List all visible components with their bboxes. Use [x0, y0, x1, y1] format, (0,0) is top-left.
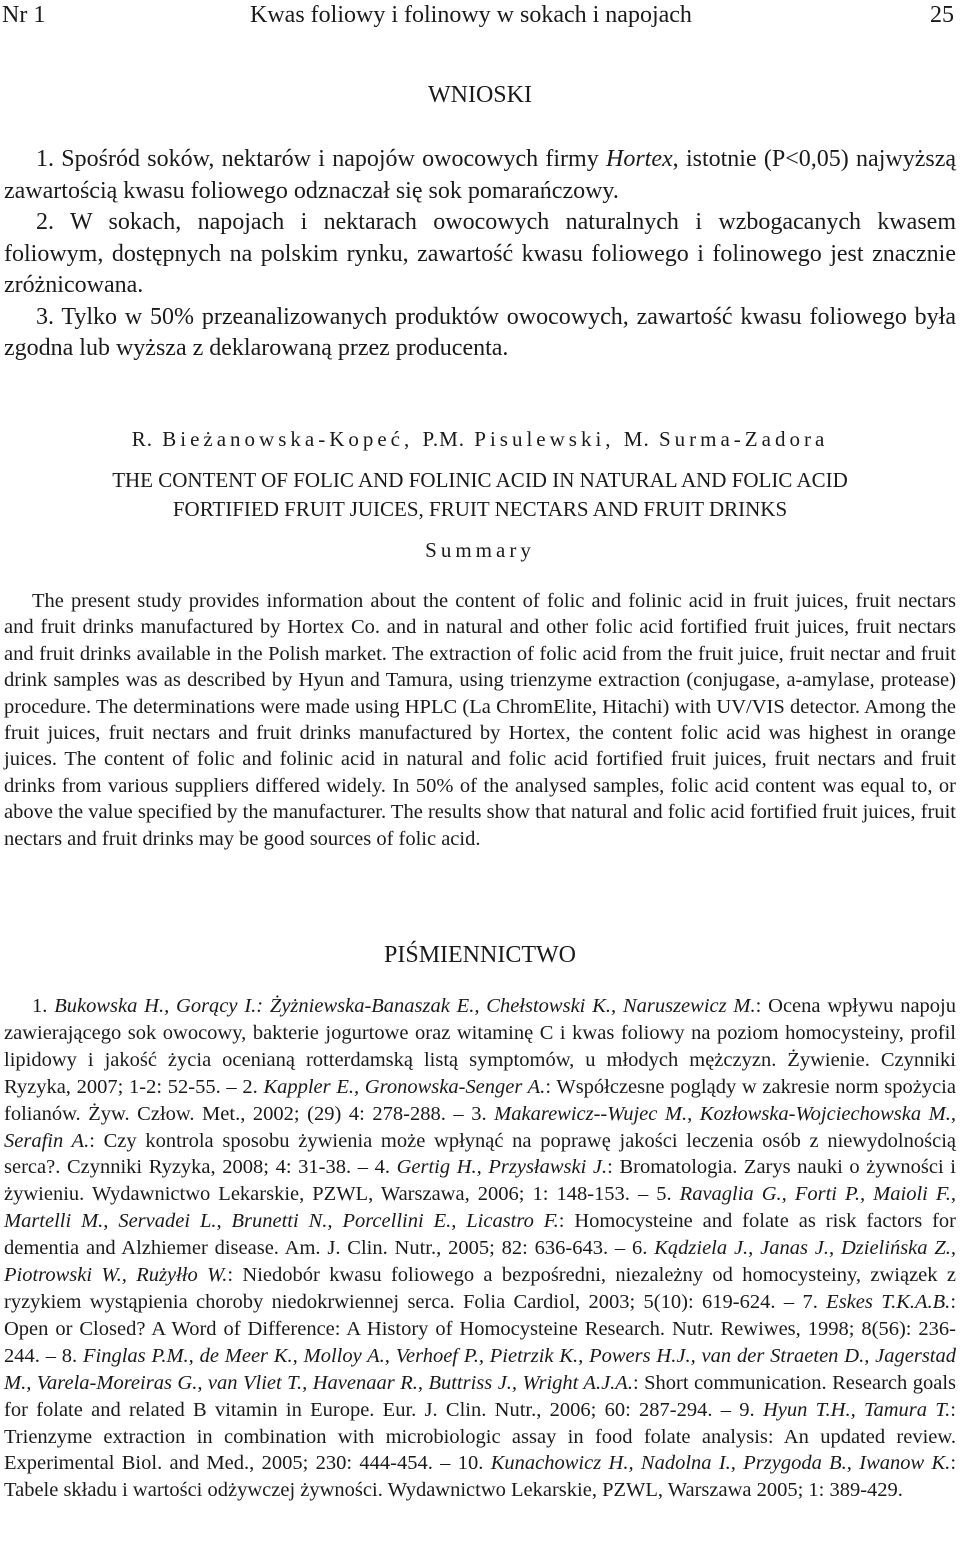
- references-heading: PIŚMIENNICTWO: [384, 942, 576, 968]
- reference-5-authors: Ravaglia G., Forti P., Maioli F., Martelli M., Servadei L., Brunetti N., Porcellini E., Licastro F.: [4, 1183, 957, 1233]
- running-title: Kwas foliowy i folinowy w sokach i napojach: [250, 2, 692, 28]
- conclusion-1-end: , istotnie (P<0,05) najwyższą zawartością kwasu foliowego odznaczał się sok pomarańczowy.: [4, 146, 956, 204]
- reference-10-number: 10.: [457, 1452, 491, 1475]
- reference-10-details: : Tabele składu i wartości odżywczej żywności. Wydawnictwo Lekarskie, PZWL, Warszawa 2005; 1: 389-429.: [4, 1452, 957, 1502]
- author-3-name: Surma-Zadora: [658, 427, 829, 451]
- reference-7-number: 7.: [802, 1290, 827, 1313]
- author-1-name: Bieżanowska-Kopeć,: [162, 427, 414, 451]
- reference-1-number: 1.: [32, 995, 55, 1017]
- author-2-initials: P.M.: [422, 427, 466, 451]
- reference-2-authors: Kappler E., Gronowska-Senger A.: [263, 1075, 546, 1098]
- conclusion-1-start: 1. Spośród soków, nektarów i napojów owocowych firmy: [36, 146, 606, 172]
- english-title-line-1: THE CONTENT OF FOLIC AND FOLINIC ACID IN NATURAL AND FOLIC ACID: [112, 468, 848, 492]
- reference-6-authors: Kądziela J., Janas J., Dzielińska Z., Piotrowski W., Rużyłło W.: [4, 1237, 957, 1287]
- reference-3-authors: Makarewicz--Wujec M., Kozłowska-Wojciechowska M., Serafin A.: [4, 1102, 957, 1152]
- english-title: [0, 466, 960, 524]
- running-header: [0, 0, 960, 30]
- reference-4-authors: Gertig H., Przysławski J.: [396, 1156, 608, 1179]
- reference-10-authors: Kunachowicz H., Nadolna I., Przygoda B., Iwanow K.: [490, 1452, 951, 1475]
- conclusions-heading: WNIOSKI: [428, 82, 532, 108]
- page-number: 25: [930, 2, 954, 28]
- reference-4-details: : Bromatologia. Zarys nauki o żywności i żywieniu. Wydawnictwo Lekarskie, PZWL, Warszawa, 2006; 1: 148-153. –: [4, 1156, 956, 1206]
- issue-number: Nr 1: [2, 2, 46, 28]
- reference-9-authors: Hyun T.H., Tamura T.: [762, 1398, 951, 1421]
- summary-heading: Summary: [425, 538, 535, 562]
- conclusion-item-3: 3. Tylko w 50% przeanalizowanych produktów owocowych, zawartość kwasu foliowego była zgodna lub wyższa z deklarowaną przez producenta.: [4, 303, 956, 361]
- reference-9-number: 9.: [739, 1398, 763, 1421]
- reference-6-details: : Niedobór kwasu foliowego a bezpośredni, niezależny od homocysteiny, związek z ryzykiem wystąpienia choroby niedokrwiennej serca. Folia Cardiol, 2003; 5(10): 619-624. –: [4, 1264, 956, 1313]
- reference-7-authors: Eskes T.K.A.B.: [826, 1290, 951, 1313]
- english-authors: [0, 425, 960, 453]
- author-2-name: Pisulewski,: [474, 427, 615, 451]
- reference-5-number: 5.: [656, 1183, 680, 1206]
- reference-8-authors: Finglas P.M., de Meer K., Molloy A., Verhoef P., Pietrzik K., Powers H.J., van der Straeten D., Jagerstad M., Varela-Moreiras G., van Vliet T., Havenaar R., Buttriss J., Wright A.J.A.: [4, 1344, 956, 1394]
- reference-8-details: : Short communication. Research goals for folate and related B vitamin in Europe. Eur. J. Clin. Nutr., 2006; 60: 287-294. –: [4, 1371, 956, 1421]
- reference-1-authors: Bukowska H., Gorący I.: Żyżniewska-Banaszak E., Chełstowski K., Naruszewicz M.: [54, 995, 756, 1017]
- reference-1-details: : Ocena wpływu napoju zawierającego sok owocowy, bakterie jogurtowe oraz witaminę C i kwas foliowy na poziom homocysteiny, profil lipidowy i jakość życia ocenianą rotterdamską listą symptomów, u młodych mężczyzn. Żywienie. Czynniki Ryzyka, 2007; 1-2: 52-55. –: [4, 995, 956, 1098]
- references-list: [4, 993, 956, 1504]
- reference-4-number: 4.: [374, 1156, 397, 1179]
- reference-5-details: : Homocysteine and folate as risk factors for dementia and Alzhiemer disease. Am. J. Clin. Nutr., 2005; 82: 636-643. –: [4, 1210, 956, 1260]
- reference-3-number: 3.: [471, 1102, 495, 1125]
- author-1-initials: R.: [131, 427, 153, 451]
- english-title-line-2: FORTIFIED FRUIT JUICES, FRUIT NECTARS AND FRUIT DRINKS: [172, 497, 788, 521]
- author-3-initials: M.: [623, 427, 650, 451]
- summary-body: [4, 588, 956, 852]
- conclusions-list: [4, 144, 956, 365]
- conclusion-item-2: 2. W sokach, napojach i nektarach owocowych naturalnych i wzbogacanych kwasem foliowym, dostępnych na polskim rynku, zawartość kwasu foliowego i folinowego jest znacznie zróżnicowana.: [4, 209, 956, 298]
- conclusion-item-1: [4, 144, 956, 207]
- reference-7-details: : Open or Closed? A Word of Difference: A History of Homocysteine Research. Nutr. Rewiwes, 1998; 8(56): 236-244. –: [4, 1290, 957, 1367]
- reference-3-details: : Czy kontrola sposobu żywienia może wpłynąć na poprawę jakości leczenia osób z niewydolnością serca?. Czynniki Ryzyka, 2008; 4: 31-38. –: [4, 1129, 956, 1179]
- reference-8-number: 8.: [61, 1344, 83, 1367]
- reference-2-details: : Współczesne poglądy w zakresie norm spożycia folianów. Żyw. Człow. Met., 2002; (29) 4: 278-288. –: [4, 1075, 956, 1125]
- reference-9-details: : Trienzyme extraction in combination with microbiologic assay in food folate analysis: An updated review. Experimental Biol. and Med., 2005; 230: 444-454. –: [4, 1398, 956, 1475]
- reference-2-number: 2.: [242, 1075, 264, 1098]
- references-paragraph: [4, 993, 956, 1504]
- reference-6-number: 6.: [632, 1237, 655, 1260]
- brand-name: Hortex: [606, 146, 673, 172]
- summary-paragraph: The present study provides information about the content of folic and folinic acid in fruit juices, fruit nectars and fruit drinks manufactured by Hortex Co. and in natural and other folic acid fortified fruit juices, fruit nectars and fruit drinks available in the Polish market. The extraction of folic acid from the fruit juice, fruit nectar and fruit drink samples was as described by Hyun and Tamura, using trienzyme extraction (conjugase, a-amylase, protease) procedure. The determinations were made using HPLC (La ChromElite, Hitachi) with UV/VIS detector. Among the fruit juices, fruit nectars and fruit drinks manufactured by Hortex, the content folic acid was highest in orange juices. The content of folic and folinic acid in natural and folic acid fortified fruit juices, fruit nectars and fruit drinks from various suppliers differed widely. In 50% of the analysed samples, folic acid content was equal to, or above the value specified by the manufacturer. The results show that natural and folic acid fortified fruit juices, fruit nectars and fruit drinks may be good sources of folic acid.: [4, 590, 956, 850]
